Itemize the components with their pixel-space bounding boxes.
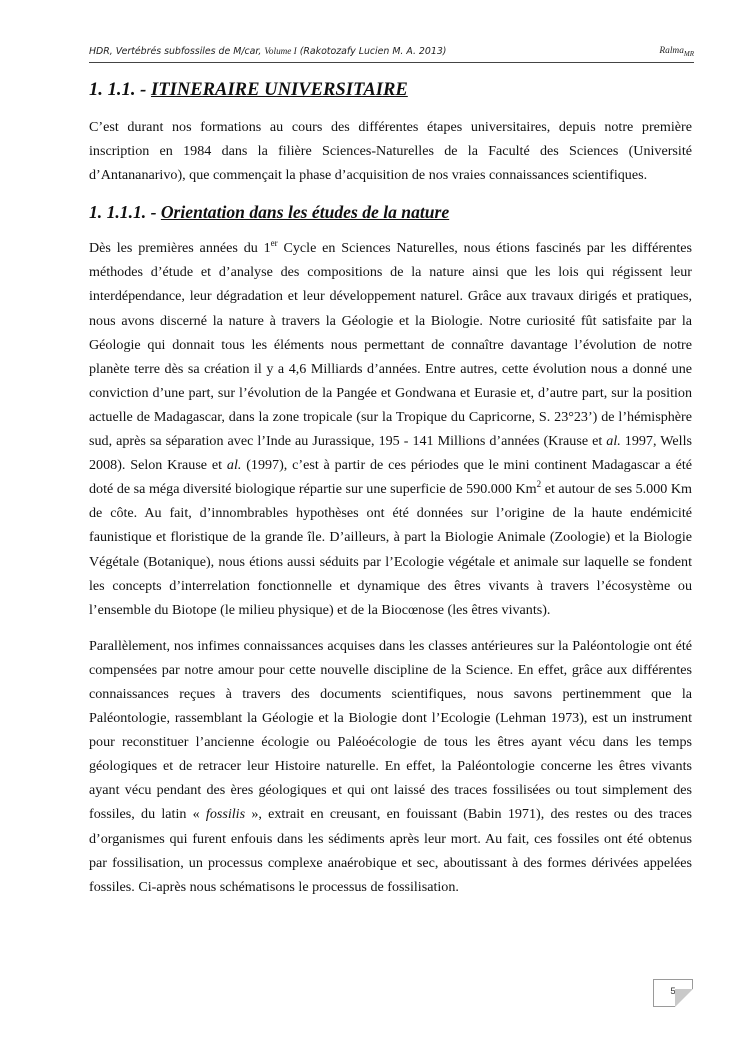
subsection-heading (89, 199, 692, 225)
header-volume: Volume I (264, 46, 297, 56)
header-author: (Rakotozafy Lucien M. A. 2013) (296, 46, 447, 57)
header-title: HDR, Vertébrés subfossiles de M/car, (89, 46, 265, 57)
section-heading (89, 77, 692, 103)
section-number: 1. 1.1. - (89, 79, 151, 100)
section-paragraph: C’est durant nos formations au cours des différentes étapes universitaires, depuis notre première inscription en 1984 dans la filière Sciences-Naturelles de la Faculté des Sciences (Université d’Antananarivo), que commençait la phase d’acquisition de nos vraies connaissances scientifiques. (89, 119, 692, 184)
italic-text: fossilis (205, 806, 246, 823)
header-ralma: Ralma (659, 46, 684, 56)
header-ralma-subscript: MR (683, 49, 694, 58)
page-number: 5 (670, 986, 676, 997)
superscript: 2 (536, 479, 542, 490)
running-header (89, 46, 694, 63)
page-content (89, 77, 692, 911)
text-run: Cycle en Sciences Naturelles, nous étions fascinés par les différentes méthodes d’étude et d’analyse des compositions de la nature ainsi que les lois qui régissent leur interdépendance, leur dégradation et leur développement naturel. Grâce aux travaux dirigés et pratiques, nous avons discerné la nature à travers la Géologie et la Biologie. Notre curiosité fût satisfaite par la Géologie qui donnait tous les éléments nous permettant de connaître davantage l’évolution de notre planète terre dès sa création il y a 4,6 Milliards d’années. Entre autres, cette évolution nous a donné une conviction d’une part, sur l’évolution de la Pangée et Gondwana et Eurasie et, d’autre part, sur la position actuelle de Madagascar, dans la zone tropicale (sur la Tropique du Capricorne, S. 23°23’) de l’hémisphère sud, après sa séparation avec l’Inde au Jurassique, 195 - 141 Millions d’années (Krause et (89, 240, 692, 450)
italic-text: al. (606, 433, 621, 450)
subsection-title: Orientation dans les études de la nature (160, 202, 450, 223)
subsection-number: 1. 1.1.1. - (89, 202, 161, 223)
text-run: (1997), c’est à partir de ces périodes que le mini continent Madagascar a été doté de sa méga diversité biologique répartie sur une superficie de 590.000 Km (89, 457, 693, 498)
superscript: er (270, 238, 278, 249)
header-logo-text (659, 46, 694, 58)
text-run: », extrait en creusant, en fouissant (Babin 1971), des restes ou des traces d’organismes qui furent enfouis dans les sédiments après leur mort. Au fait, ces fossiles ont été obtenus par fossilisation, un processus complexe anaérobique et sec, aboutissant à des formes dérivées appelées fossiles. Ci-après nous schématisons le processus de fossilisation. (89, 806, 692, 895)
page-number-box (653, 979, 693, 1007)
text-run: et autour de ses 5.000 Km de côte. Au fait, d’innombrables hypothèses ont été données sur l’origine de la haute endémicité faunistique et floristique de la grande île. D’ailleurs, à part la Biologie Animale (Zoologie) et la Biologie Végétale (Botanique), nous étions aussi séduits par l’Ecologie végétale et animale sur laquelle se fondent les concepts d’interrelation fonctionnelle et dynamique des êtres vivants à travers l’écosystème ou l’ensemble du Biotope (le milieu physique) et de la Biocœnose (les êtres vivants). (89, 481, 693, 618)
text-run: Parallèlement, nos infimes connaissances acquises dans les classes antérieures sur la Paléontologie ont été compensées par notre amour pour cette nouvelle discipline de la Science. En effet, grâce aux différentes connaissances reçues à travers des documents scientifiques, nous savons pertinemment que la Paléontologie, rassemblant la Géologie et la Biologie dont l’Ecologie (Lehman 1973), est un instrument pour reconstituer l’ancienne écologie ou Paléoécologie de tous les êtres ayant vécu dans les temps géologiques et de retracer leur Histoire naturelle. En effet, la Paléontologie concerne les êtres vivants ayant vécu pendant des ères géologiques et qui ont laissé des traces fossilisées ou tout simplement des fossiles, du latin « (89, 637, 692, 823)
section-title: ITINERAIRE UNIVERSITAIRE (150, 79, 408, 100)
text-run: 1997, Wells 2008). Selon Krause et (89, 433, 693, 474)
paragraph-orientation (89, 236, 692, 622)
text-run: Dès les premières années du 1 (89, 240, 271, 257)
italic-text: al. (226, 457, 242, 474)
paragraph-paleontology (89, 634, 692, 899)
header-citation (89, 46, 446, 57)
page-curl-icon (675, 989, 693, 1007)
